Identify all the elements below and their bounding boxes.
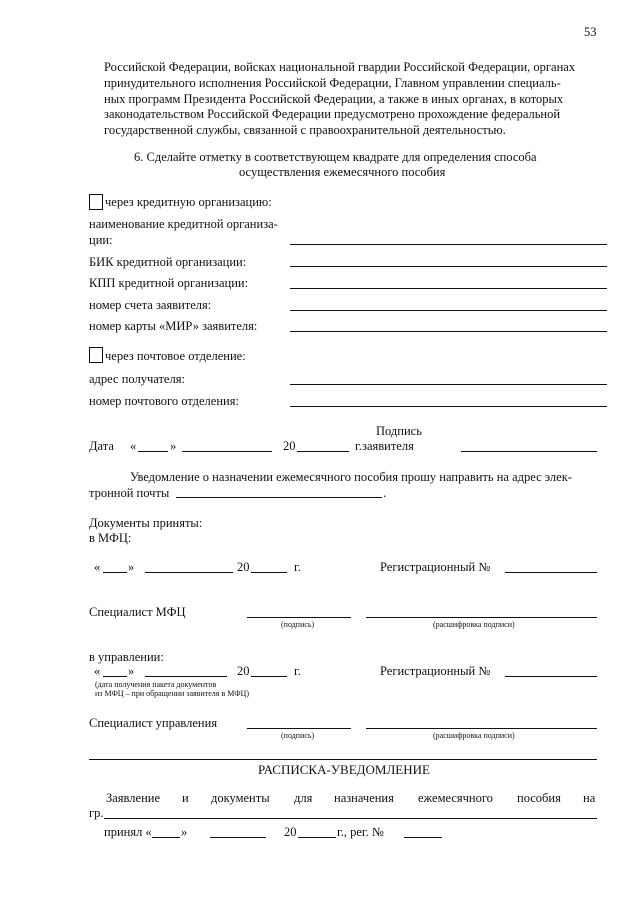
- intro-line-4: законодательством Российской Федерации предусмотрено прохождение федеральной: [104, 107, 561, 121]
- dept-date-close: »: [128, 664, 135, 678]
- date-open-quote: «: [130, 439, 137, 453]
- date-close-quote: »: [170, 439, 177, 453]
- section6-title-line2: осуществления ежемесячного пособия: [239, 165, 446, 179]
- applicant-signature-field[interactable]: [461, 451, 597, 452]
- receipt-word-8: на: [583, 791, 596, 805]
- receipt-gr-label: гр.: [89, 806, 104, 820]
- mfc-month-field[interactable]: [145, 572, 233, 573]
- dept-year-field[interactable]: [251, 676, 287, 677]
- email-notice-prefix: тронной почты: [89, 486, 170, 500]
- date-label: Дата: [89, 439, 114, 453]
- section-divider: [89, 759, 597, 760]
- receipt-close-quote: »: [181, 825, 188, 839]
- receipt-name-field[interactable]: [104, 818, 597, 819]
- receipt-word-5: назначения: [334, 791, 394, 805]
- specialist-dept-label: Специалист управления: [89, 716, 218, 730]
- card-field[interactable]: [290, 331, 607, 332]
- postal-option-label: через почтовое отделение:: [105, 349, 246, 363]
- section6-title-line1: 6. Сделайте отметку в соответствующем квадрате для определения способа: [134, 150, 537, 164]
- dept-month-field[interactable]: [145, 676, 227, 677]
- credit-org-name-label-2: ции:: [89, 233, 113, 247]
- recipient-address-label: адрес получателя:: [89, 372, 185, 386]
- account-label: номер счета заявителя:: [89, 298, 212, 312]
- date-month-field[interactable]: [182, 451, 272, 452]
- date-day-field[interactable]: [138, 451, 168, 452]
- mfc-reg-label: Регистрационный №: [380, 560, 491, 574]
- receipt-year-prefix: 20: [284, 825, 297, 839]
- mfc-reg-field[interactable]: [505, 572, 597, 573]
- accepted-title: Документы приняты:: [89, 516, 203, 530]
- kpp-field[interactable]: [290, 288, 607, 289]
- receipt-title: РАСПИСКА-УВЕДОМЛЕНИЕ: [258, 762, 430, 777]
- mfc-year-prefix: 20: [237, 560, 250, 574]
- credit-org-name-field[interactable]: [290, 244, 607, 245]
- dept-reg-field[interactable]: [505, 676, 597, 677]
- dept-year-prefix: 20: [237, 664, 250, 678]
- receipt-word-3: документы: [211, 791, 270, 805]
- specialist-dept-signature-field[interactable]: [247, 728, 351, 729]
- receipt-year-suffix: г., рег. №: [337, 825, 384, 839]
- signature-caption-2: (подпись): [281, 731, 315, 740]
- signature-label-2: заявителя: [362, 439, 414, 453]
- date-year-prefix: 20: [283, 439, 296, 453]
- mfc-year-suffix: г.: [294, 560, 301, 574]
- credit-org-checkbox[interactable]: [89, 194, 103, 210]
- postal-checkbox[interactable]: [89, 347, 103, 363]
- dept-reg-label: Регистрационный №: [380, 664, 491, 678]
- receipt-reg-field[interactable]: [404, 837, 442, 838]
- email-field[interactable]: [176, 497, 382, 498]
- department-label: в управлении:: [89, 650, 164, 664]
- receipt-word-6: ежемесячного: [418, 791, 493, 805]
- specialist-mfc-signature-field[interactable]: [247, 617, 351, 618]
- intro-line-3: ных программ Президента Российской Федерации, а также в иных органах, в которых: [104, 92, 564, 106]
- receipt-word-2: и: [182, 791, 189, 805]
- intro-line-2: принудительного исполнения Российской Федерации, Главном управлении специаль-: [104, 76, 561, 90]
- signature-caption: (подпись): [281, 620, 315, 629]
- mfc-year-field[interactable]: [251, 572, 287, 573]
- kpp-label: КПП кредитной организации:: [89, 276, 249, 290]
- card-label: номер карты «МИР» заявителя:: [89, 319, 258, 333]
- receipt-year-field[interactable]: [298, 837, 336, 838]
- credit-org-option-label: через кредитную организацию:: [105, 195, 272, 209]
- signature-label-1: Подпись: [376, 424, 422, 438]
- recipient-address-field[interactable]: [290, 384, 607, 385]
- specialist-dept-decode-field[interactable]: [366, 728, 597, 729]
- dept-date-open: «: [94, 664, 101, 678]
- bik-label: БИК кредитной организации:: [89, 255, 247, 269]
- email-notice-suffix: .: [383, 486, 387, 500]
- receipt-word-7: пособия: [517, 791, 561, 805]
- mfc-date-open: «: [94, 560, 101, 574]
- date-year-field[interactable]: [297, 451, 349, 452]
- decode-caption-2: (расшифровка подписи): [433, 731, 515, 740]
- dept-year-suffix: г.: [294, 664, 301, 678]
- receipt-day-field[interactable]: [152, 837, 180, 838]
- date-year-suffix: г.: [355, 439, 362, 453]
- receipt-word-4: для: [294, 791, 313, 805]
- decode-caption: (расшифровка подписи): [433, 620, 515, 629]
- mfc-day-field[interactable]: [103, 572, 127, 573]
- receipt-accepted-label: принял «: [104, 825, 152, 839]
- accepted-mfc-label: в МФЦ:: [89, 531, 132, 545]
- credit-org-name-label-1: наименование кредитной организа-: [89, 217, 278, 231]
- page-number: 53: [584, 25, 597, 39]
- dept-note-2: из МФЦ – при обращении заявителя в МФЦ): [95, 689, 249, 698]
- receipt-word-1: Заявление: [106, 791, 161, 805]
- dept-day-field[interactable]: [103, 676, 127, 677]
- email-notice-line1: Уведомление о назначении ежемесячного пособия прошу направить на адрес элек-: [130, 470, 572, 484]
- post-office-field[interactable]: [290, 406, 607, 407]
- intro-line-5: государственной службы, связанной с правоохранительной деятельностью.: [104, 123, 506, 137]
- post-office-label: номер почтового отделения:: [89, 394, 239, 408]
- intro-line-1: Российской Федерации, войсках национальной гвардии Российской Федерации, органах: [104, 60, 576, 74]
- bik-field[interactable]: [290, 266, 607, 267]
- specialist-mfc-label: Специалист МФЦ: [89, 605, 186, 619]
- specialist-mfc-decode-field[interactable]: [366, 617, 597, 618]
- mfc-date-close: »: [128, 560, 135, 574]
- receipt-month-field[interactable]: [210, 837, 266, 838]
- account-field[interactable]: [290, 310, 607, 311]
- dept-note-1: (дата получения пакета документов: [95, 680, 217, 689]
